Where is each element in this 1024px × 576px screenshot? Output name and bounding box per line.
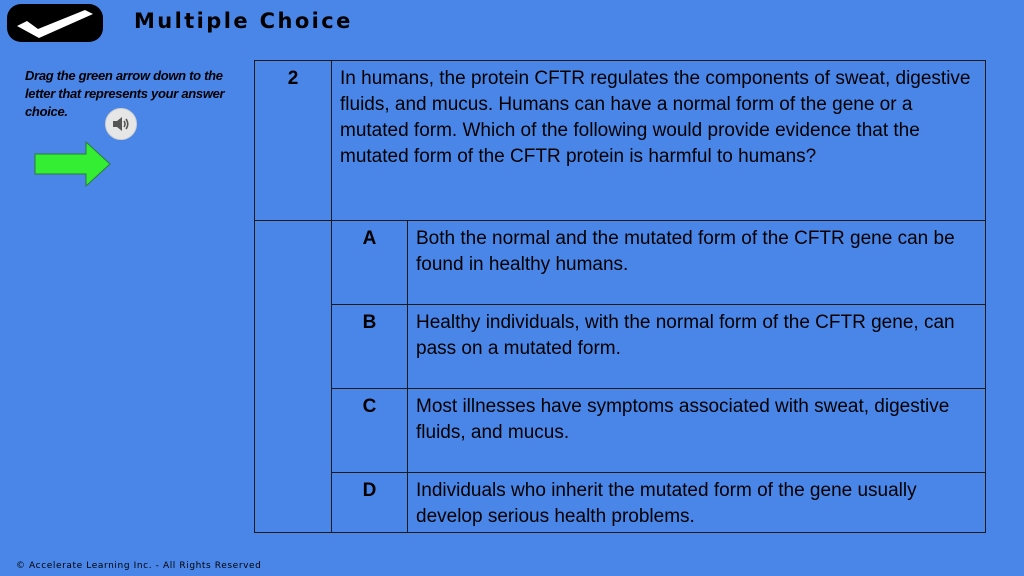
choice-letter-a[interactable]: A [332,221,408,305]
question-text: In humans, the protein CFTR regulates the components of sweat, digestive fluids, and mucus. Humans can have a normal form of the gene or a mutated form. Which of the following would provide evidence that the mutated form of the CFTR protein is harmful to humans? [332,61,986,221]
choice-letter-c[interactable]: C [332,389,408,473]
choice-text-b[interactable]: Healthy individuals, with the normal form of the CFTR gene, can pass on a mutated form. [408,305,986,389]
question-table [254,60,986,533]
instructions-text: Drag the green arrow down to the letter that represents your answer choice. [25,68,225,119]
choice-text-a[interactable]: Both the normal and the mutated form of the CFTR gene can be found in healthy humans. [408,221,986,305]
audio-button[interactable] [105,108,137,140]
choice-letter-d[interactable]: D [332,473,408,533]
choice-text-c[interactable]: Most illnesses have symptoms associated with sweat, digestive fluids, and mucus. [408,389,986,473]
page-title: Multiple Choice [134,9,353,33]
green-arrow-icon[interactable] [34,141,112,187]
checkmark-logo-icon [7,4,103,42]
copyright-footer: © Accelerate Learning Inc. - All Rights Reserved [16,561,262,571]
blank-column [255,221,332,533]
speaker-icon [112,116,130,132]
choice-text-d[interactable]: Individuals who inherit the mutated form of the gene usually develop serious health problems. [408,473,986,533]
choice-letter-b[interactable]: B [332,305,408,389]
question-number: 2 [255,61,332,221]
